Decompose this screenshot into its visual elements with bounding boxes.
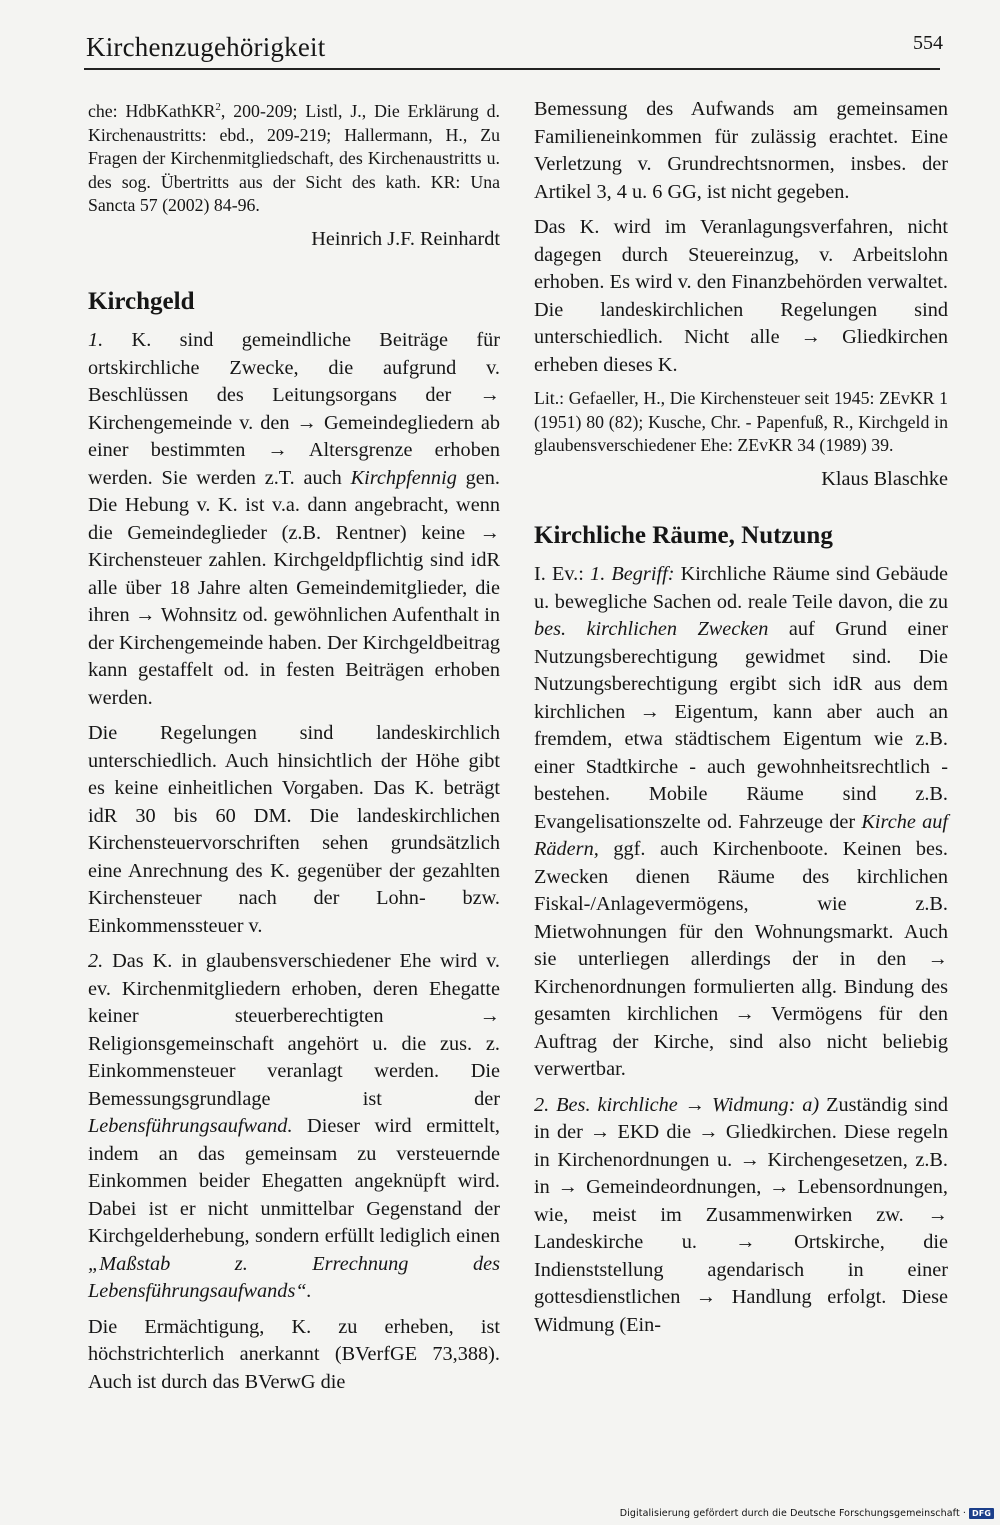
right-column <box>534 96 948 1347</box>
paragraph-widmung: 2. Bes. kirchliche → Widmung: a) Zuständig sind in der → EKD die → Gliedkirchen. Diese regeln in Kirchenordnungen u. → Kirchengesetzen, z.B. in → Gemeindeordnungen, → Lebensordnungen, wie, meist im Zusammenwirken zw. → Landeskirche u. → Ortskirche, die Indienststellung agendarisch in einer gottesdienstlichen → Handlung erfolgt. Diese Widmung (Ein- <box>534 1093 948 1336</box>
footer-attribution <box>620 1508 994 1519</box>
entry-heading-kirchgeld: Kirchgeld <box>88 288 195 316</box>
running-title: Kirchenzugehörigkeit <box>86 32 326 62</box>
author-signature: Klaus Blaschke <box>821 467 948 490</box>
paragraph-ermaechtigung: Die Ermächtigung, K. zu erheben, ist höchstrichterlich anerkannt (BVerfGE 73,388). Auch ist durch das BVerwG die <box>88 1315 500 1393</box>
paragraph-begriff: I. Ev.: 1. Begriff: Kirchliche Räume sind Gebäude u. bewegliche Sachen od. reale Teile davon, die zu bes. kirchlichen Zwecken auf Grund einer Nutzungsberechtigung gewidmet sind. Die Nutzungsberechtigung ergibt sich idR aus dem kirchlichen → Eigentum, kann aber auch an fremdem, etwa städtischem Eigentum wie z.B. einer Stadtkirche - auch gewohnheitsrechtlich - bestehen. Mobile Räume sind z.B. Evangelisationszelte od. Fahrzeuge der Kirche auf Rädern, ggf. auch Kirchenboote. Keinen bes. Zwecken dienen Räume des kirchlichen Fiskal-/Anlagevermögens, wie z.B. Mietwohnungen für den Wohnungsmarkt. Auch sie unterliegen allerdings der in den → Kirchenordnungen formulierten allg. Bindung des gesamten kirchlichen → Vermögens für den Auftrag der Kirche, sind also nicht beliebig verwertbar. <box>534 563 949 1081</box>
entry-heading-kirchliche-raeume: Kirchliche Räume, Nutzung <box>534 522 833 550</box>
paragraph-regelungen: Die Regelungen sind landeskirchlich unterschiedlich. Auch hinsichtlich der Höhe gibt es keine einheitlichen Vorgaben. Das K. beträgt idR 30 bis 60 DM. Die landeskirchlichen Kirchensteuervorschriften sehen grundsätzlich eine Anrechnung des K. gegenüber der gezahlten Kirchensteuer nach der Lohn- bzw. Einkommenssteuer v. <box>88 722 500 937</box>
page-number: 554 <box>913 32 943 54</box>
paragraph-section-1: 1. K. sind gemeindliche Beiträge für ortskirchliche Zwecke, die aufgrund v. Beschlüssen des Leitungsorgans der → Kirchengemeinde v. den → Gemeindegliedern ab einer bestimmten → Altersgrenze erhoben werden. Sie werden z.T. auch Kirchpfennig gen. Die Hebung v. K. ist v.a. dann angebracht, wenn die Gemeindeglieder (z.B. Rentner) keine → Kirchensteuer zahlen. Kirchgeldpflichtig sind idR alle über 18 Jahre alten Gemeindemitglieder, die ihren → Wohnsitz od. gewöhnlichen Aufenthalt in der Kirchengemeinde haben. Der Kirchgeldbeitrag kann gestaffelt od. in festen Beiträgen erhoben werden. <box>88 329 500 709</box>
author-signature: Heinrich J.F. Reinhardt <box>311 227 500 250</box>
reference-continuation: che: HdbKathKR$^2$, 200-209; Listl, J., Die Erklärung d. Kirchenaustritts: ebd., 209-219; Hallermann, H., Zu Fragen der Kirchenmitgliedschaft, des Kirchenaustritts u. des sog. Übertritts aus der Sicht des kath. KR: Una Sancta 57 (2002) 84-96. <box>88 100 500 216</box>
superscript: 2 <box>215 101 221 113</box>
paragraph-bemessung: Bemessung des Aufwands am gemeinsamen Familieneinkommen für zulässig erachtet. Eine Verletzung v. Grundrechtsnormen, insbes. der Artikel 3, 4 u. 6 GG, ist nicht gegeben. <box>534 98 948 203</box>
footer-text: Digitalisierung gefördert durch die Deutsche Forschungsgemeinschaft · <box>619 1508 967 1519</box>
left-column <box>88 96 500 1404</box>
dfg-logo: DFG <box>969 1508 994 1519</box>
paragraph-section-2: 2. Das K. in glaubensverschiedener Ehe wird v. ev. Kirchenmitgliedern erhoben, deren Ehegatte keiner steuerberechtigten → Religionsgemeinschaft angehört u. die zus. z. Einkommensteuer veranlagt werden. Die Bemessungsgrundlage ist der Lebensführungsaufwand. Dieser wird ermittelt, indem an das gemeinsam zu versteuernde Einkommen beider Ehegatten angeknüpft wird. Dabei ist er nicht unmittelbar Gegenstand der Kirchgelderhebung, sondern erfüllt lediglich einen „Maßstab z. Errechnung des Lebensführungsaufwands“. <box>88 950 500 1303</box>
paragraph-veranlagung: Das K. wird im Veranlagungsverfahren, nicht dagegen durch Steuereinzug, v. Arbeitslohn erhoben. Es wird v. den Finanzbehörden verwaltet. Die landeskirchlichen Regelungen sind unterschiedlich. Nicht alle → Gliedkirchen erheben dieses K. <box>534 216 948 376</box>
literature-list: Lit.: Gefaeller, H., Die Kirchensteuer seit 1945: ZEvKR 1 (1951) 80 (82); Kusche, Chr. - Papenfuß, R., Kirchgeld in glaubensverschiedener Ehe: ZEvKR 34 (1989) 39. <box>534 388 948 456</box>
header-rule <box>84 68 940 70</box>
